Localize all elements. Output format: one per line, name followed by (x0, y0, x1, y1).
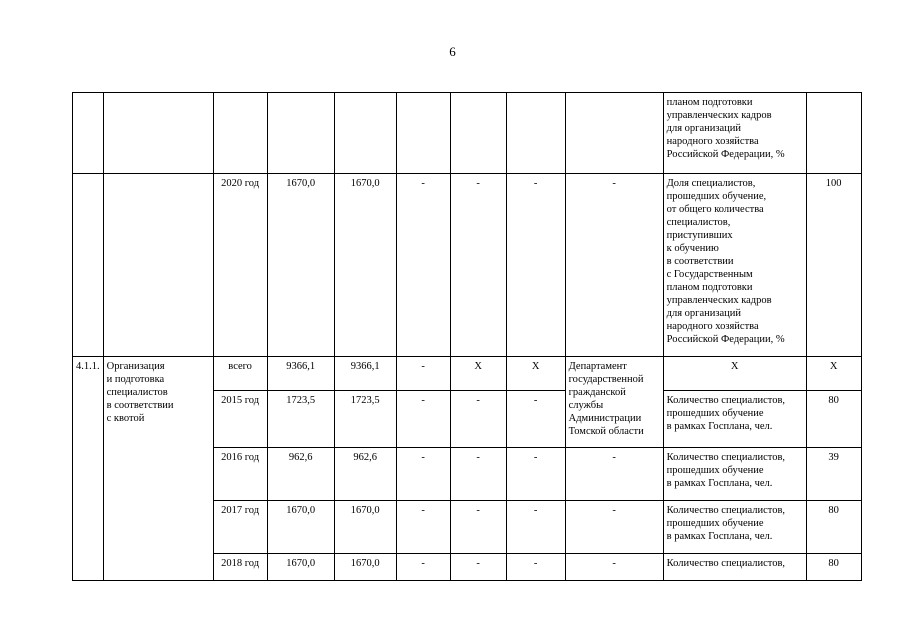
funding-cell: - (396, 501, 450, 554)
year-cell: 2016 год (213, 448, 267, 501)
section-name-cell: Организация и подготовка специалистов в соответствии с квотой (103, 357, 213, 581)
total-cell: 1670,0 (267, 554, 334, 581)
funding-cell: - (506, 174, 565, 357)
total-cell: 9366,1 (267, 357, 334, 391)
indicator-value-cell: 100 (806, 174, 861, 357)
funding-cell: - (396, 391, 450, 448)
year-cell: 2020 год (213, 174, 267, 357)
total-cell: 1670,0 (267, 501, 334, 554)
executor-cell: - (565, 501, 663, 554)
table-row (73, 93, 862, 174)
funding-cell (506, 93, 565, 174)
year-cell (213, 93, 267, 174)
federal-cell (334, 93, 396, 174)
row-number-cell (73, 93, 104, 174)
executor-cell: - (565, 174, 663, 357)
funding-cell: - (450, 501, 506, 554)
funding-cell (396, 93, 450, 174)
total-cell: 1723,5 (267, 391, 334, 448)
activity-name-cell (103, 93, 213, 174)
federal-cell: 1670,0 (334, 554, 396, 581)
indicator-value-cell: 80 (806, 554, 861, 581)
federal-cell: 1670,0 (334, 501, 396, 554)
total-cell: 1670,0 (267, 174, 334, 357)
total-cell (267, 93, 334, 174)
indicator-cell: Доля специалистов, прошедших обучение, от общего количества специалистов, приступивших к обучению в соответствии с Государственным планом подготовки управленческих кадров для организаций народного хозяйства Российской Федерации, % (663, 174, 806, 357)
year-cell: 2015 год (213, 391, 267, 448)
funding-cell: Х (450, 357, 506, 391)
indicator-value-cell: 80 (806, 501, 861, 554)
funding-cell: - (506, 448, 565, 501)
indicator-cell: Количество специалистов, прошедших обучение в рамках Госплана, чел. (663, 448, 806, 501)
funding-cell: Х (506, 357, 565, 391)
funding-cell: - (450, 554, 506, 581)
federal-cell: 9366,1 (334, 357, 396, 391)
total-cell: 962,6 (267, 448, 334, 501)
table-row (73, 174, 862, 357)
indicator-value-cell: Х (806, 357, 861, 391)
federal-cell: 1670,0 (334, 174, 396, 357)
federal-cell: 962,6 (334, 448, 396, 501)
funding-cell: - (506, 391, 565, 448)
indicator-cell: Количество специалистов, прошедших обучение в рамках Госплана, чел. (663, 391, 806, 448)
row-number-cell (73, 174, 104, 357)
activity-name-cell (103, 174, 213, 357)
indicator-value-cell (806, 93, 861, 174)
funding-cell: - (506, 554, 565, 581)
table-row (73, 357, 862, 391)
indicator-cell: Количество специалистов, (663, 554, 806, 581)
year-cell: 2017 год (213, 501, 267, 554)
section-number-cell: 4.1.1. (73, 357, 104, 581)
funding-cell: - (396, 174, 450, 357)
funding-cell: - (450, 448, 506, 501)
program-table (72, 92, 862, 581)
year-cell: 2018 год (213, 554, 267, 581)
executor-cell: - (565, 554, 663, 581)
executor-cell: Департамент государственной гражданской службы Администрации Томской области (565, 357, 663, 448)
funding-cell: - (450, 174, 506, 357)
funding-cell: - (396, 554, 450, 581)
funding-cell: - (506, 501, 565, 554)
funding-cell: - (450, 391, 506, 448)
indicator-value-cell: 39 (806, 448, 861, 501)
funding-cell: - (396, 357, 450, 391)
indicator-cell: Количество специалистов, прошедших обучение в рамках Госплана, чел. (663, 501, 806, 554)
year-cell: всего (213, 357, 267, 391)
executor-cell (565, 93, 663, 174)
executor-cell: - (565, 448, 663, 501)
indicator-cell: планом подготовки управленческих кадров для организаций народного хозяйства Российской Федерации, % (663, 93, 806, 174)
funding-cell: - (396, 448, 450, 501)
indicator-cell: Х (663, 357, 806, 391)
funding-cell (450, 93, 506, 174)
page-number: 6 (449, 44, 456, 59)
indicator-value-cell: 80 (806, 391, 861, 448)
federal-cell: 1723,5 (334, 391, 396, 448)
